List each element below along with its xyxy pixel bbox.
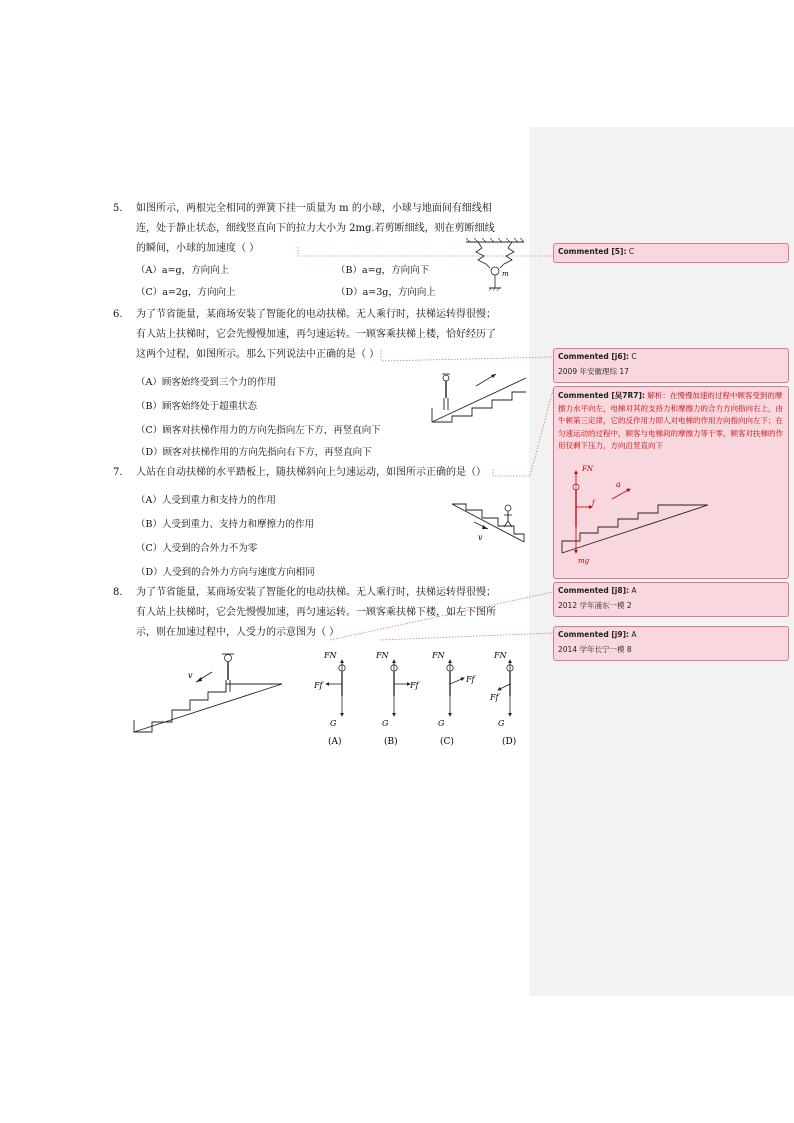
q8-line-2: 有人站上扶梯时，它会先慢慢加速，再匀速运转。一顾客乘扶梯下楼，如左下图所 bbox=[136, 607, 496, 618]
comment-7-text: 解析：在慢慢加速的过程中顾客受到的摩擦力水平向左，电梯对其的支持力和摩擦力的合力方向指向右上，由牛顿第三定律，它的反作用力即人对电梯的作用方向指向向左下；在匀速运动的过程中，顾客与电梯间的摩擦力等于零，顾客对扶梯的作用仅剩下压力，方向沿竖直向下 bbox=[558, 391, 783, 450]
q5-option-d: （D）a=3g，方向向上 bbox=[336, 287, 436, 298]
q7-velocity-label: v bbox=[478, 533, 483, 542]
choice-a-label: (A) bbox=[328, 737, 342, 747]
q6-option-d: （D）顾客对扶梯作用的方向先指向右下方，再竖直向下 bbox=[136, 447, 372, 458]
diagram-b bbox=[375, 651, 421, 747]
diagram-a-g: G bbox=[330, 719, 337, 728]
q6-line-1: 为了节省能量，某商场安装了智能化的电动扶梯。无人乘行时，扶梯运转得很慢； bbox=[136, 309, 496, 320]
choice-b-label: (B) bbox=[384, 737, 398, 747]
q8-line-1: 为了节省能量，某商场安装了智能化的电动扶梯。无人乘行时，扶梯运转得很慢； bbox=[136, 587, 496, 598]
q6-escalator-figure bbox=[430, 364, 530, 426]
q5-option-c: （C）a=2g，方向向上 bbox=[136, 287, 236, 298]
comment-7-mg: mg bbox=[578, 556, 590, 565]
q6-line-3: 这两个过程，如图所示。那么下列说法中正确的是（ ） bbox=[136, 349, 380, 360]
comment-7-fn: FN bbox=[582, 464, 593, 473]
q7-escalator-figure bbox=[448, 494, 528, 546]
comment-6-source: 2009 年安徽理综 17 bbox=[558, 367, 629, 376]
q8-number: 8. bbox=[113, 587, 123, 598]
diagram-a-fn: FN bbox=[324, 651, 337, 660]
diagram-c-ff: Ff bbox=[466, 675, 475, 684]
comment-7-f: f bbox=[592, 498, 595, 507]
q7-option-d: （D）人受到的合外力方向与速度方向相同 bbox=[136, 567, 315, 578]
q6-option-b: （B）顾客始终处于超重状态 bbox=[136, 401, 257, 412]
q8-escalator-figure bbox=[132, 650, 288, 738]
diagram-a bbox=[313, 651, 345, 747]
diagram-d bbox=[489, 651, 516, 747]
q5-option-b: （B）a=g，方向向下 bbox=[336, 265, 430, 276]
diagram-c-g: G bbox=[438, 719, 445, 728]
q5-line-1: 如图所示，两根完全相同的弹簧下挂一质量为 m 的小球，小球与地面间有细线相 bbox=[136, 203, 492, 214]
q6-line-2: 有人站上扶梯时，它会先慢慢加速，再匀速运转。一顾客乘扶梯上楼，恰好经历了 bbox=[136, 329, 496, 340]
comment-6-head: Commented [j6]: bbox=[558, 352, 630, 361]
q7-option-b: （B）人受到重力、支持力和摩擦力的作用 bbox=[136, 519, 314, 530]
diagram-c-fn: FN bbox=[432, 651, 445, 660]
diagram-d-g: G bbox=[498, 719, 505, 728]
q6-option-a: （A）顾客始终受到三个力的作用 bbox=[136, 377, 276, 388]
choice-d-label: (D) bbox=[502, 737, 517, 747]
comment-7-head: Commented [吴7R7]: bbox=[558, 391, 645, 400]
comment-7-figure bbox=[558, 457, 738, 567]
q6-option-c: （C）顾客对扶梯作用力的方向先指向左下方，再竖直向下 bbox=[136, 425, 381, 436]
comment-8-head: Commented [j8]: bbox=[558, 586, 630, 595]
diagram-a-ff: Ff bbox=[314, 681, 323, 690]
choice-c-label: (C) bbox=[440, 737, 454, 747]
comment-9[interactable] bbox=[553, 626, 789, 661]
diagram-b-ff: Ff bbox=[410, 681, 419, 690]
q7-line-1: 人站在自动扶梯的水平踏板上，随扶梯斜向上匀速运动，如图所示正确的是（） bbox=[136, 467, 486, 478]
q5-spring-figure bbox=[462, 238, 532, 296]
comment-8-source: 2012 学年浦东一模 2 bbox=[558, 601, 632, 610]
q5-line-3: 的瞬间，小球的加速度（ ） bbox=[136, 243, 260, 254]
q8-force-diagrams bbox=[310, 646, 535, 750]
comment-8-text: A bbox=[631, 586, 637, 595]
q7-number: 7. bbox=[113, 467, 123, 478]
comment-9-text: A bbox=[631, 630, 637, 639]
diagram-d-ff: Ff bbox=[490, 693, 499, 702]
q5-number: 5. bbox=[113, 203, 123, 214]
diagram-c bbox=[431, 651, 477, 747]
diagram-d-fn: FN bbox=[494, 651, 507, 660]
comment-9-source: 2014 学年长宁一模 8 bbox=[558, 645, 632, 654]
comment-7[interactable] bbox=[553, 386, 789, 579]
q5-option-a: （A）a=g，方向向上 bbox=[136, 265, 230, 276]
q8-velocity-label: v bbox=[188, 671, 193, 680]
comment-9-head: Commented [j9]: bbox=[558, 630, 630, 639]
comment-7-a: a bbox=[616, 479, 621, 489]
comment-5-text: C bbox=[628, 247, 635, 256]
q7-option-c: （C）人受到的合外力不为零 bbox=[136, 543, 258, 554]
comment-8[interactable] bbox=[553, 582, 789, 617]
comment-6[interactable] bbox=[553, 348, 789, 383]
diagram-b-g: G bbox=[382, 719, 389, 728]
q5-mass-label: m bbox=[502, 270, 509, 278]
comment-5[interactable] bbox=[553, 243, 789, 263]
diagram-b-fn: FN bbox=[376, 651, 389, 660]
comment-6-text: C bbox=[631, 352, 637, 361]
q5-line-2: 连，处于静止状态，细线竖直向下的拉力大小为 2mg.若剪断细线，则在剪断细线 bbox=[136, 223, 495, 234]
q6-number: 6. bbox=[113, 309, 123, 320]
q7-option-a: （A）人受到重力和支持力的作用 bbox=[136, 495, 276, 506]
comment-5-head: Commented [5]: bbox=[558, 247, 627, 256]
q8-line-3: 示，则在加速过程中，人受力的示意图为（ ） bbox=[136, 627, 340, 638]
